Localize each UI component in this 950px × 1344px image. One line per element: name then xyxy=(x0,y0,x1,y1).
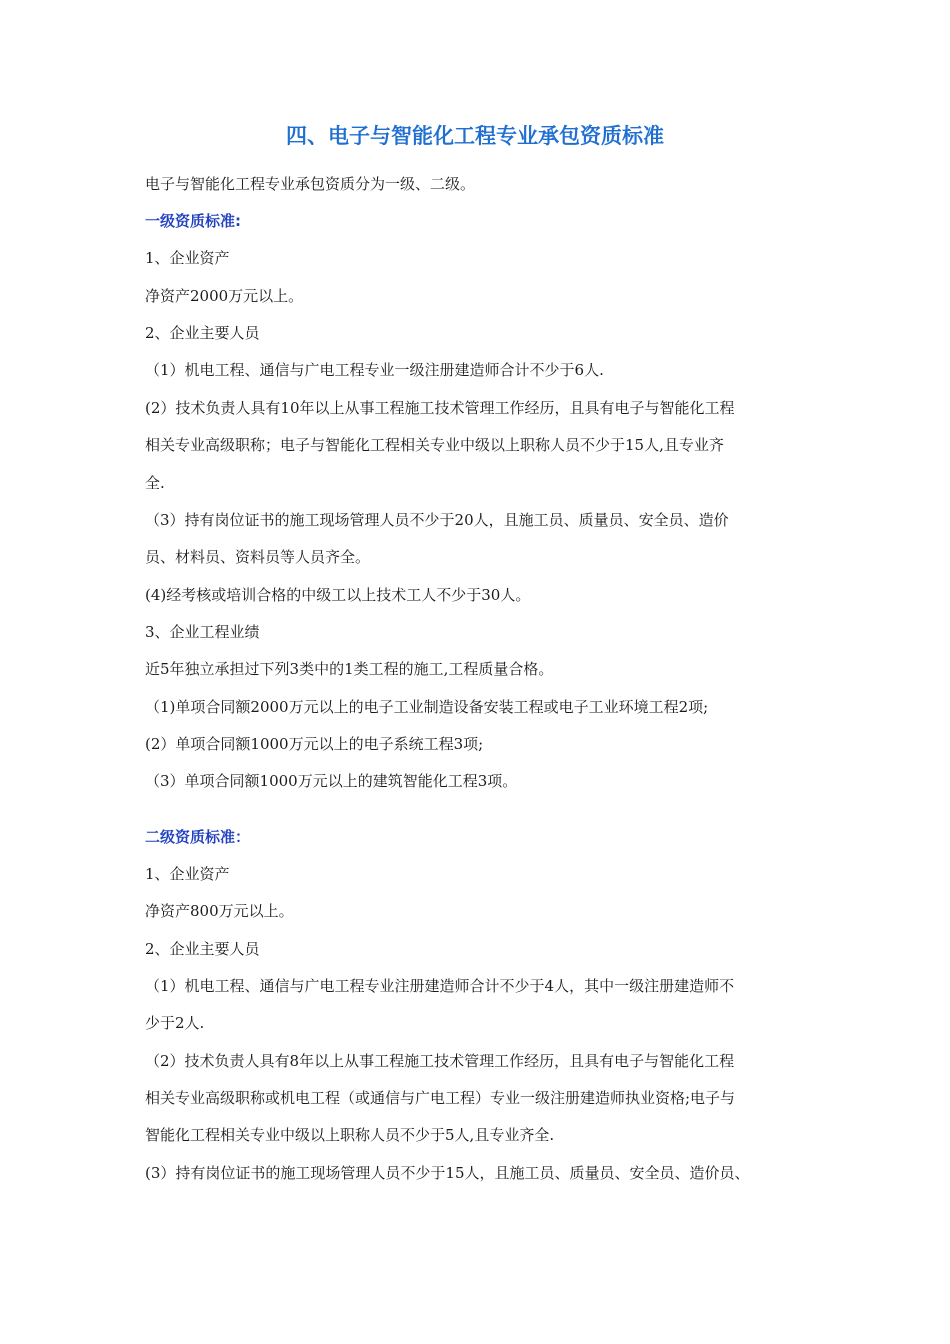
text-line: 相关专业高级职称或机电工程（或通信与广电工程）专业一级注册建造师执业资格;电子与 xyxy=(145,1089,736,1107)
text-line: 1、企业资产 xyxy=(145,249,230,267)
text-line: (2）单项合同额1000万元以上的电子系统工程3项; xyxy=(145,735,484,753)
text-line: (2）技术负责人具有10年以上从事工程施工技术管理工作经历，且具有电子与智能化工程 xyxy=(145,399,735,417)
text-line: 相关专业高级职称；电子与智能化工程相关专业中级以上职称人员不少于15人,且专业齐 xyxy=(145,436,724,454)
text-line: 净资产2000万元以上。 xyxy=(145,287,304,305)
section-heading-level-2: 二级资质标准： xyxy=(145,828,251,846)
text-line: 净资产800万元以上。 xyxy=(145,902,294,920)
text-line: （3）单项合同额1000万元以上的建筑智能化工程3项。 xyxy=(145,772,518,790)
text-line: (4)经考核或培训合格的中级工以上技术工人不少于30人。 xyxy=(145,586,531,604)
text-line: （2）技术负责人具有8年以上从事工程施工技术管理工作经历，且具有电子与智能化工程 xyxy=(145,1052,735,1070)
text-line: 智能化工程相关专业中级以上职称人员不少于5人,且专业齐全. xyxy=(145,1126,555,1144)
text-line: 近5年独立承担过下列3类中的1类工程的施工,工程质量合格。 xyxy=(145,660,554,678)
text-line: 3、企业工程业绩 xyxy=(145,623,260,641)
section-heading-level-1: 一级资质标准: xyxy=(145,212,241,230)
text-line: 员、材料员、资料员等人员齐全。 xyxy=(145,548,371,566)
text-line: 1、企业资产 xyxy=(145,865,230,883)
text-line: 2、企业主要人员 xyxy=(145,940,260,958)
text-line: （1）机电工程、通信与广电工程专业注册建造师合计不少于4人，其中一级注册建造师不 xyxy=(145,977,735,995)
text-line: 电子与智能化工程专业承包资质分为一级、二级。 xyxy=(145,175,476,193)
document-title: 四、电子与智能化工程专业承包资质标准 xyxy=(286,124,664,148)
text-line: （1）机电工程、通信与广电工程专业一级注册建造师合计不少于6人. xyxy=(145,361,604,379)
text-line: 2、企业主要人员 xyxy=(145,324,260,342)
text-line: （1)单项合同额2000万元以上的电子工业制造设备安装工程或电子工业环境工程2项; xyxy=(145,698,709,716)
text-line: 全. xyxy=(145,474,165,492)
text-line: 少于2人. xyxy=(145,1014,205,1032)
text-line: （3）持有岗位证书的施工现场管理人员不少于20人，且施工员、质量员、安全员、造价 xyxy=(145,511,729,529)
text-line: (3）持有岗位证书的施工现场管理人员不少于15人，且施工员、质量员、安全员、造价员、 xyxy=(145,1164,750,1182)
